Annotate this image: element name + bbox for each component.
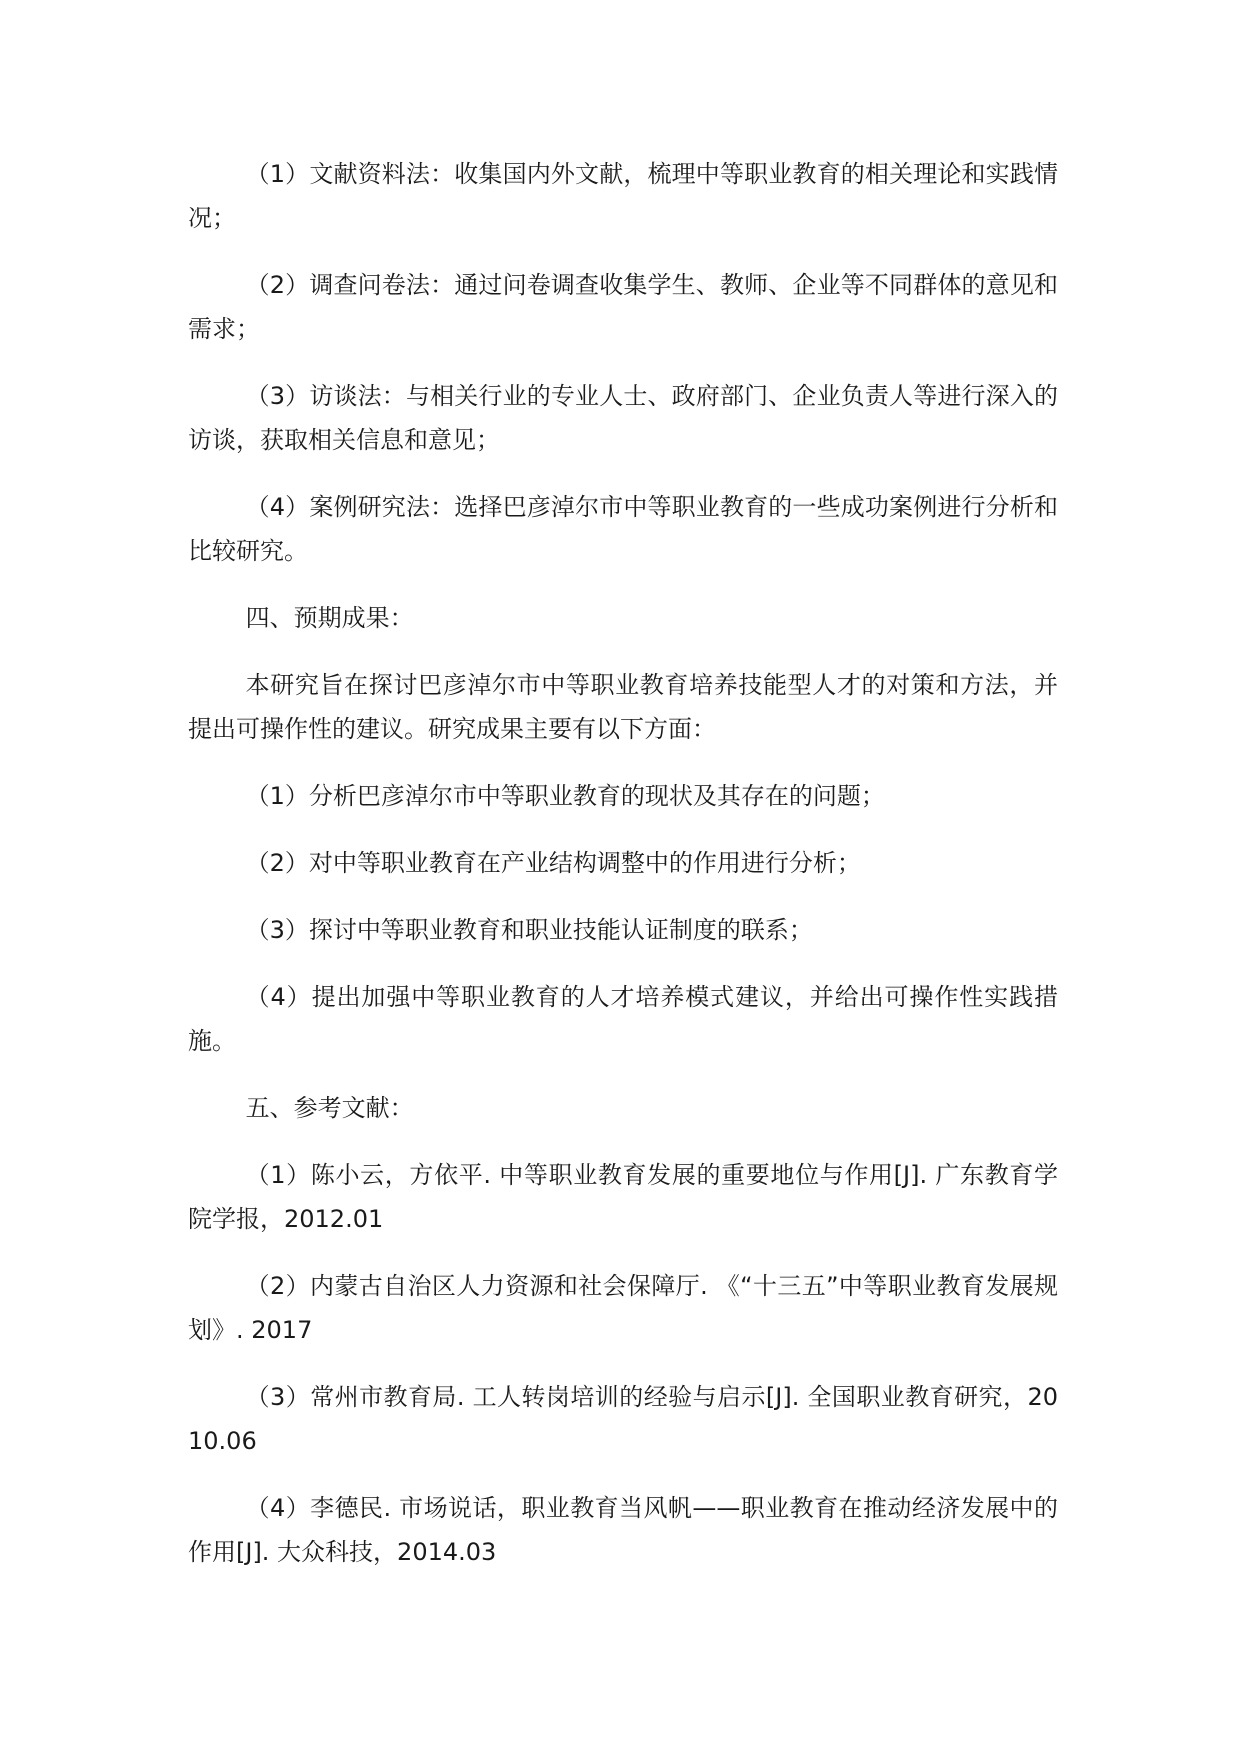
reference-item-2: （2）内蒙古自治区人力资源和社会保障厅. 《“十三五”中等职业教育发展规划》. 2017 bbox=[188, 1272, 1058, 1344]
outcome-item-1: （1）分析巴彦淖尔市中等职业教育的现状及其存在的问题； bbox=[245, 782, 885, 810]
outcome-item-4: （4）提出加强中等职业教育的人才培养模式建议，并给出可操作性实践措施。 bbox=[188, 983, 1058, 1055]
method-item-1: （1）文献资料法：收集国内外文献，梳理中等职业教育的相关理论和实践情况； bbox=[188, 160, 1058, 232]
reference-item-3: （3）常州市教育局. 工人转岗培训的经验与启示[J]. 全国职业教育研究，2010.06 bbox=[188, 1383, 1058, 1455]
document-body bbox=[188, 152, 1058, 1597]
section-four-intro: 本研究旨在探讨巴彦淖尔市中等职业教育培养技能型人才的对策和方法，并提出可操作性的建议。研究成果主要有以下方面： bbox=[188, 671, 1058, 743]
outcome-item-2: （2）对中等职业教育在产业结构调整中的作用进行分析； bbox=[245, 849, 861, 877]
outcome-item-3: （3）探讨中等职业教育和职业技能认证制度的联系； bbox=[245, 916, 813, 944]
reference-item-4: （4）李德民. 市场说话，职业教育当风帆——职业教育在推动经济发展中的作用[J]. 大众科技，2014.03 bbox=[188, 1494, 1058, 1566]
section-five-heading: 五、参考文献： bbox=[245, 1094, 414, 1122]
method-item-3: （3）访谈法：与相关行业的专业人士、政府部门、企业负责人等进行深入的访谈，获取相关信息和意见； bbox=[188, 382, 1058, 454]
section-four-heading: 四、预期成果： bbox=[245, 604, 414, 632]
method-item-2: （2）调查问卷法：通过问卷调查收集学生、教师、企业等不同群体的意见和需求； bbox=[188, 271, 1058, 343]
reference-item-1: （1）陈小云，方依平. 中等职业教育发展的重要地位与作用[J]. 广东教育学院学报，2012.01 bbox=[188, 1161, 1058, 1233]
method-item-4: （4）案例研究法：选择巴彦淖尔市中等职业教育的一些成功案例进行分析和比较研究。 bbox=[188, 493, 1058, 565]
